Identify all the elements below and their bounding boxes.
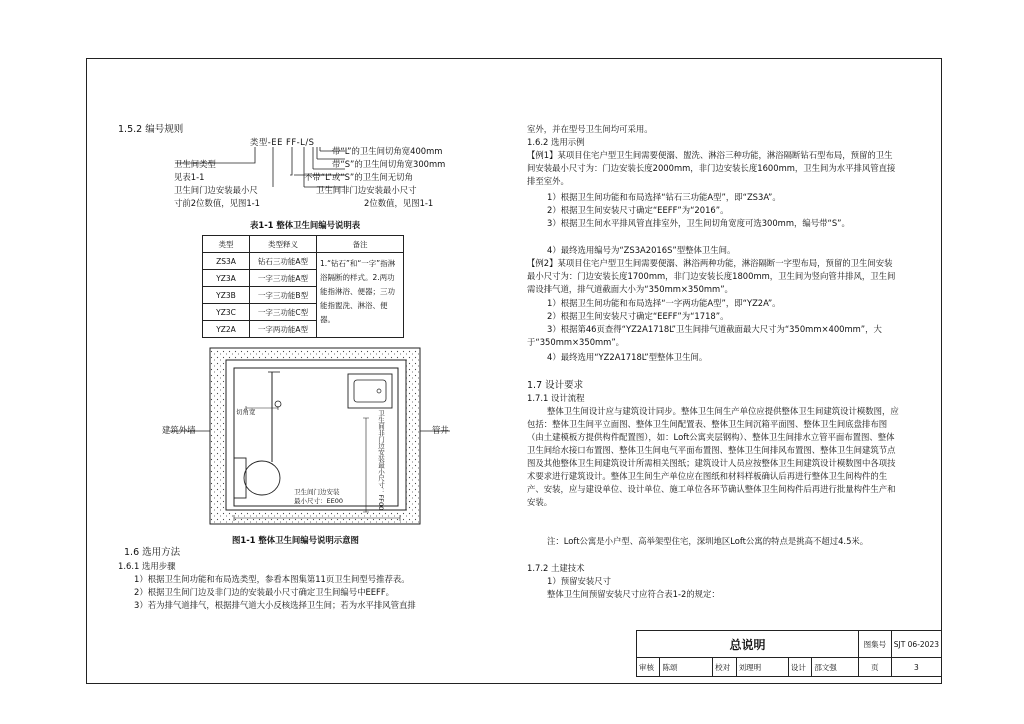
atlas-no: SJT 06-2023	[891, 631, 941, 658]
code-example: 类型-EE FF-L/S	[250, 137, 315, 147]
door-ref: 寸前2位数值，见图1-1	[174, 198, 261, 208]
design-label: 设计	[788, 658, 811, 677]
section-1-5-2: 1.5.2 编号规则	[118, 124, 184, 135]
th-meaning: 类型释义	[250, 236, 317, 253]
section-1-7-2: 1.7.2 土建技术	[527, 563, 585, 573]
table-title: 表1-1 整体卫生间编号说明表	[250, 220, 361, 230]
section-1-6: 1.6 选用方法	[124, 547, 181, 558]
example-2-step-3: 3）根据第46页查得“YZ2A1718L”卫生间排气道截面最大尺寸为“350mm×400mm”，大于“350mm×350mm”。	[527, 324, 882, 347]
fig-door-side-v: 卫生间非门边安装最小尺寸：FF00	[377, 410, 385, 511]
section-1-6-1: 1.6.1 选用步骤	[118, 561, 176, 571]
annot-l: 带“L”的卫生间切角宽400mm	[332, 146, 443, 156]
table-row: YZ3B 一字三功能B型	[203, 287, 404, 304]
title-block	[636, 630, 942, 684]
th-type: 类型	[203, 236, 250, 253]
design-flow: 整体卫生间设计应与建筑设计同步。整体卫生间生产单位应提供整体卫生间建筑设计模数图，应包括：整体卫生间平立面图、整体卫生间配置表、整体卫生间沉箱平面图、整体卫生间底盘排布图（由土建模板方提供构件配置图），如：Loft公寓夹层钢构）、整体卫生间排水立管平面布置图、整体卫生间给水接口布置图、整体卫生间电气平面布置图、整体卫生间排风布置图、整体卫生间建筑节点图及其他整体卫生间建筑设计所需相关图纸；建筑设计人员应按整体卫生间建筑设计模数图中各项技术要求进行建筑设计。整体卫生间生产单位应在图纸和材料样板确认后再进行整体卫生间构件的生产、安装，应与建设单位、设计单位、施工单位各环节确认整体卫生间构件后再进行批量构件生产和安装。	[527, 406, 899, 507]
fig-door-side-h1: 卫生间门边安装	[294, 488, 340, 496]
sheet-title: 总说明	[637, 631, 859, 658]
example-2-step-2: 2）根据卫生间安装尺寸确定“EEFF”为“1718”。	[547, 311, 729, 321]
th-note: 备注	[317, 236, 404, 253]
door-label: 卫生间门边安装最小尺	[174, 185, 258, 195]
civil-item-1: 1）预留安装尺寸	[547, 576, 611, 586]
page-label: 页	[858, 658, 891, 677]
check-name: 刘理明	[736, 658, 788, 677]
annot-s: 带“S”的卫生间切角宽300mm	[332, 159, 446, 169]
code-table	[202, 235, 404, 338]
table-row: ZS3A 钻石三功能A型 1.“钻石”和“一字”指淋浴隔断的样式。2.两功能指淋浴、便器；三功能指盥洗、淋浴、便器。	[203, 253, 404, 270]
section-1-7: 1.7 设计要求	[527, 380, 584, 391]
example-1: 【例1】某项目住宅户型卫生间需要便溺、盥洗、淋浴三种功能，淋浴隔断钻石型布局，预留的卫生间安装最小尺寸为：门边安装长度2000mm，非门边安装长度1600mm，卫生间为水平排风管直接排至室外。	[527, 150, 896, 186]
example-1-step-3: 3）根据卫生间水平排风管直排室外，卫生间切角宽度可选300mm，编号带“S”。	[547, 218, 850, 228]
type-label: 卫生间类型	[174, 159, 216, 169]
example-1-step-2: 2）根据卫生间安装尺寸确定“EEFF”为“2016”。	[547, 205, 729, 215]
annot-nondoor-digits: 2位数值，见图1-1	[364, 198, 434, 208]
fig-wall-out: 建筑外墙	[162, 425, 196, 435]
table-note: 1.“钻石”和“一字”指淋浴隔断的样式。2.两功能指淋浴、便器；三功能指盥洗、淋浴、便器。	[317, 253, 404, 338]
review-label: 审核	[637, 658, 660, 677]
table-row: YZ3C 一字三功能C型	[203, 304, 404, 321]
step-2: 2）根据卫生间门边及非门边的安装最小尺寸确定卫生间编号中EEFF。	[134, 587, 395, 597]
table-row: YZ3A 一字三功能A型	[203, 270, 404, 287]
example-2-step-1: 1）根据卫生间功能和布局选择“一字两功能A型”，即“YZ2A”。	[547, 298, 781, 308]
step-1: 1）根据卫生间功能和布局选类型，参看本图集第11页卫生间型号推荐表。	[134, 574, 410, 584]
step-3: 3）若为排气道排气，根据排气道大小反核选择卫生间；若为水平排风管直排	[134, 600, 416, 610]
type-ref: 见表1-1	[174, 172, 205, 182]
civil-text: 整体卫生间预留安装尺寸应符合表1-2的规定：	[547, 589, 720, 599]
fig-caption: 图1-1 整体卫生间编号说明示意图	[232, 535, 359, 545]
annot-none: 不带“L”或“S”的卫生间无切角	[304, 172, 413, 182]
section-1-7-1: 1.7.1 设计流程	[527, 393, 585, 403]
example-2: 【例2】某项目住宅户型卫生间需要便溺、淋浴两种功能，淋浴隔断一字型布局，预留的卫生间安装最小尺寸为：门边安装长度1700mm，非门边安装长度1800mm，卫生间为竖向管井排风，卫生间需设排气道，排气道截面大小为“350mm×350mm”。	[527, 258, 896, 294]
right-cont: 室外，并在型号卫生间均可采用。	[527, 124, 653, 134]
table-row: YZ2A 一字两功能A型	[203, 321, 404, 338]
atlas-no-label: 图集号	[858, 631, 891, 658]
fig-pipe-shaft: 管井	[432, 425, 449, 435]
example-2-step-4: 4）最终选用“YZ2A1718L”型整体卫生间。	[547, 352, 708, 362]
review-name: 陈颂	[660, 658, 713, 677]
annot-nondoor: 卫生间非门边安装最小尺寸	[316, 185, 417, 195]
fig-door-side-h2: 最小尺寸：EE00	[294, 497, 343, 505]
section-1-6-2: 1.6.2 选用示例	[527, 137, 585, 147]
check-label: 校对	[713, 658, 736, 677]
example-1-step-1: 1）根据卫生间功能和布局选择“钻石三功能A型”，即“ZS3A”。	[547, 192, 781, 202]
design-note: 注：Loft公寓是小户型、高举架型住宅，深圳地区Loft公寓的特点是挑高不超过4.5米。	[547, 536, 869, 546]
example-1-step-4: 4）最终选用编号为“ZS3A2016S”型整体卫生间。	[547, 245, 736, 255]
page-number: 3	[891, 658, 941, 677]
fig-cut-corner: 切角宽	[236, 408, 256, 416]
design-name: 邵文强	[812, 658, 859, 677]
